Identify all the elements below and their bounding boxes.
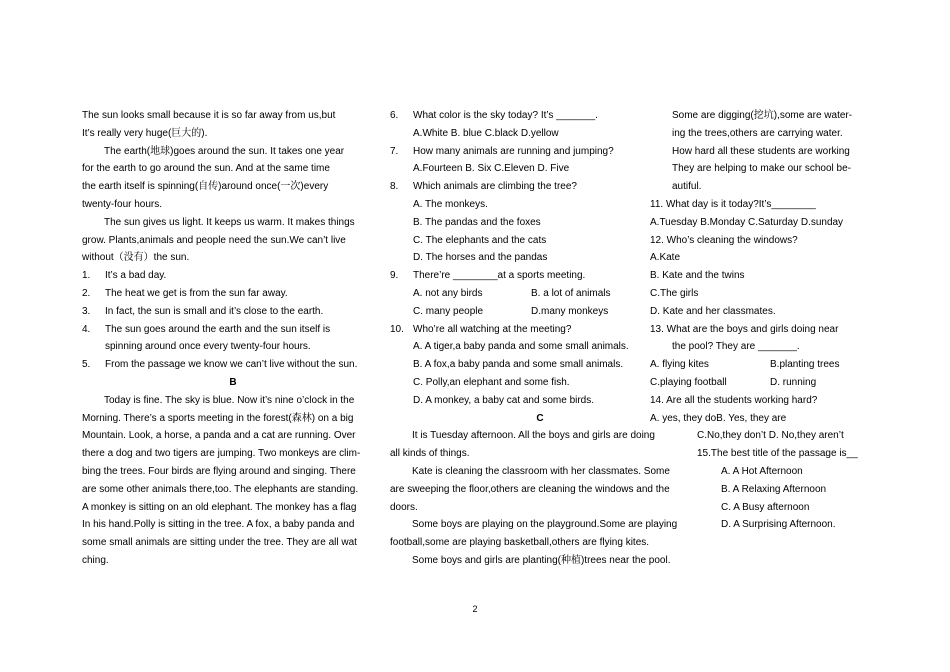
question-12: 12. Who’s cleaning the windows? xyxy=(650,234,798,246)
answer-option: B.planting trees xyxy=(770,359,840,371)
statement-text: The sun goes around the earth and the sun itself is xyxy=(105,323,331,335)
passage-b-line: ching. xyxy=(82,554,109,566)
passage-a-line: twenty-four hours. xyxy=(82,198,163,210)
answer-option: A. A tiger,a baby panda and some small animals. xyxy=(413,341,629,353)
statement-text: From the passage we know we can’t live without the sun. xyxy=(105,359,358,371)
statement-number: 3. xyxy=(82,305,91,317)
statement-text: In fact, the sun is small and it’s close to the earth. xyxy=(105,305,324,317)
statement-item xyxy=(82,321,384,339)
question-text: What color is the sky today? It’s _______. xyxy=(413,110,598,121)
answer-option: D.many monkeys xyxy=(531,305,609,317)
passage-c-line: Kate is cleaning the classroom with her classmates. Some xyxy=(412,465,670,477)
passage-c-line: Some boys and girls are planting(种植)trees near the pool. xyxy=(412,554,671,566)
passage-b-line: In his hand.Polly is sitting in the tree. A fox, a baby panda and xyxy=(82,519,355,531)
question-14: 14. Are all the students working hard? xyxy=(650,394,818,406)
answer-option: C. The elephants and the cats xyxy=(413,234,547,246)
answer-option: B. Kate and the twins xyxy=(650,270,745,282)
answer-option: B. a lot of animals xyxy=(531,287,611,299)
section-heading-c: C xyxy=(536,412,544,424)
answer-option: C.The girls xyxy=(650,287,699,299)
answer-option: D. A monkey, a baby cat and some birds. xyxy=(413,394,595,406)
answer-option-pair xyxy=(650,374,875,392)
passage-b-line: Mountain. Look, a horse, a panda and a cat are running. Over xyxy=(82,430,356,442)
passage-a-line: without（没有）the sun. xyxy=(82,252,190,264)
question-13: 13. What are the boys and girls doing near xyxy=(650,323,839,335)
statement-item xyxy=(82,267,384,285)
answer-options: A.Fourteen B. Six C.Eleven D. Five xyxy=(413,163,570,175)
passage-b-line: A monkey is sitting on an old elephant. The monkey has a flag xyxy=(82,501,357,513)
answer-option-pair xyxy=(390,303,690,321)
statement-number: 5. xyxy=(82,359,91,371)
passage-a-line: grow. Plants,animals and people need the sun.We can’t live xyxy=(82,234,346,246)
answer-option: C. many people xyxy=(413,305,484,317)
question-text: There’re ________at a sports meeting. xyxy=(413,270,586,282)
passage-b-line: are some other animals there,too. The elephants are standing. xyxy=(82,483,359,495)
statement-item xyxy=(82,338,384,356)
answer-options: A.White B. blue C.black D.yellow xyxy=(413,127,559,139)
answer-option: D. A Surprising Afternoon. xyxy=(721,519,836,531)
answer-option: D. running xyxy=(770,376,817,388)
answer-option: A. The monkeys. xyxy=(413,198,488,210)
answer-option: A.Kate xyxy=(650,252,681,264)
statement-text: spinning around once every twenty-four hours. xyxy=(105,341,311,353)
question-11-options: A.Tuesday B.Monday C.Saturday D.sunday xyxy=(650,216,844,228)
question-number: 8. xyxy=(390,181,399,193)
passage-a-line: for the earth to go around the sun. And at the same time xyxy=(82,163,330,175)
question-text: Who’re all watching at the meeting? xyxy=(413,323,572,335)
statement-item xyxy=(82,356,384,374)
passage-b-line: some small animals are sitting under the tree. They are all wat xyxy=(82,537,357,549)
passage-c-line: all kinds of things. xyxy=(390,448,470,460)
question-item xyxy=(390,321,690,339)
answer-option: C. A Busy afternoon xyxy=(721,501,810,513)
question-15: 15.The best title of the passage is__ xyxy=(697,448,858,460)
passage-c-continued-line: ing the trees,others are carrying water. xyxy=(672,127,843,139)
answer-option: B. A fox,a baby panda and some small animals. xyxy=(413,359,624,371)
answer-option-pair xyxy=(650,356,875,374)
question-text: Which animals are climbing the tree? xyxy=(413,181,577,193)
question-item xyxy=(390,267,690,285)
passage-a-line: The sun looks small because it is so far away from us,but xyxy=(82,110,336,121)
answer-option: A. not any birds xyxy=(413,287,483,299)
passage-b-line: Today is fine. The sky is blue. Now it’s nine o’clock in the xyxy=(104,394,355,406)
question-number: 9. xyxy=(390,270,399,282)
answer-option: C.No,they don’t D. No,they aren’t xyxy=(697,430,844,442)
passage-a-line: the earth itself is spinning(自传)around once(一次)every xyxy=(82,181,329,193)
statement-number: 1. xyxy=(82,270,91,282)
passage-b-line: Morning. There’s a sports meeting in the forest(森林) on a big xyxy=(82,412,354,424)
passage-c-line: football,some are playing basketball,others are flying kites. xyxy=(390,537,650,549)
passage-c-line: doors. xyxy=(390,501,418,513)
question-item xyxy=(390,107,690,125)
passage-c-continued-line: Some are digging(挖坑),some are water- xyxy=(672,110,853,121)
statement-item xyxy=(82,285,384,303)
question-11: 11. What day is it today?It’s________ xyxy=(650,198,816,210)
column-right xyxy=(650,107,875,534)
passage-c-line: Some boys are playing on the playground.Some are playing xyxy=(412,519,678,531)
passage-c-continued-line: autiful. xyxy=(672,181,702,193)
statement-item xyxy=(82,303,384,321)
statement-text: It’s a bad day. xyxy=(105,270,167,282)
question-13-continued: the pool? They are _______. xyxy=(672,341,800,353)
passage-a-line: The earth(地球)goes around the sun. It takes one year xyxy=(104,145,345,157)
answer-option: C. Polly,an elephant and some fish. xyxy=(413,376,570,388)
question-item xyxy=(390,143,690,161)
question-number: 6. xyxy=(390,110,399,121)
passage-a-line: The sun gives us light. It keeps us warm. It makes things xyxy=(104,216,355,228)
passage-b-line: there a dog and two tigers are jumping. Two monkeys are clim- xyxy=(82,448,361,460)
statement-number: 2. xyxy=(82,287,91,299)
passage-b-line: bing the trees. Four birds are flying around and singing. There xyxy=(82,465,356,477)
question-number: 10. xyxy=(390,323,404,335)
answer-option: A. A Hot Afternoon xyxy=(721,465,803,477)
question-number: 7. xyxy=(390,145,399,157)
answer-option: A. flying kites xyxy=(650,359,709,371)
passage-a-line: It’s really very huge(巨大的). xyxy=(82,127,208,139)
passage-c-line: It is Tuesday afternoon. All the boys and girls are doing xyxy=(412,430,655,442)
page-number: 2 xyxy=(472,604,478,614)
answer-option: A. yes, they doB. Yes, they are xyxy=(650,412,787,424)
question-item xyxy=(390,178,690,196)
answer-option-pair xyxy=(390,285,690,303)
passage-c-continued-line: How hard all these students are working xyxy=(672,145,850,157)
answer-option: D. Kate and her classmates. xyxy=(650,305,776,317)
answer-option: C.playing football xyxy=(650,376,727,388)
column-left xyxy=(82,107,384,570)
section-heading-b: B xyxy=(229,376,237,388)
passage-c-continued-line: They are helping to make our school be- xyxy=(672,163,851,175)
answer-option: D. The horses and the pandas xyxy=(413,252,548,264)
question-text: How many animals are running and jumping? xyxy=(413,145,614,157)
answer-option: B. The pandas and the foxes xyxy=(413,216,541,228)
statement-number: 4. xyxy=(82,323,91,335)
passage-c-line: are sweeping the floor,others are cleaning the windows and the xyxy=(390,483,670,495)
answer-option: B. A Relaxing Afternoon xyxy=(721,483,827,495)
column-middle xyxy=(390,107,690,570)
statement-text: The heat we get is from the sun far away. xyxy=(105,287,288,299)
